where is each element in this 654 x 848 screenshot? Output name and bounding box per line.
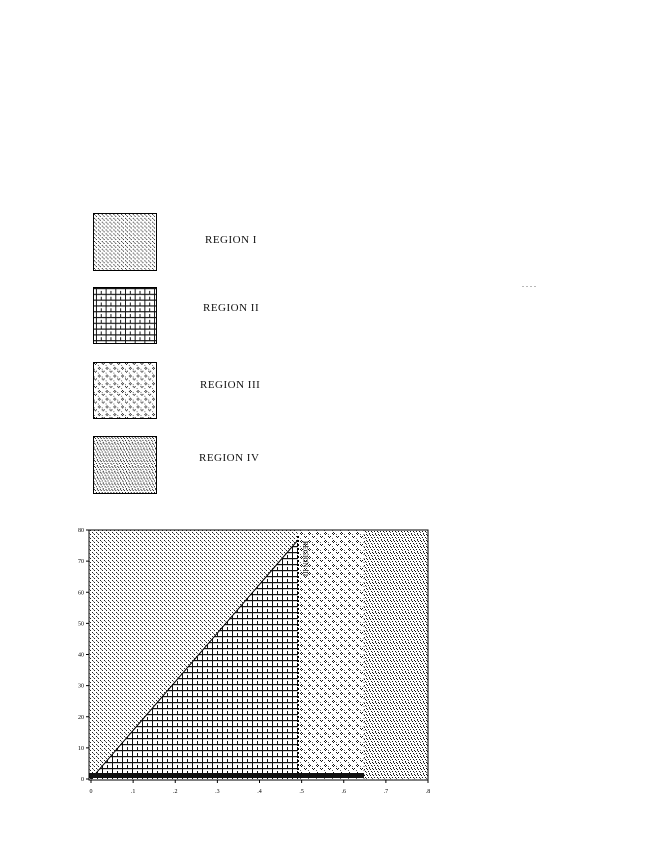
x-tick-label: .1 — [130, 789, 136, 795]
x-tick-label: .5 — [299, 789, 304, 795]
baseline-strip — [89, 773, 364, 778]
y-tick-label: 20 — [78, 714, 84, 721]
boundary-label: REGION III — [301, 541, 309, 577]
x-tick-label: .6 — [341, 789, 346, 795]
stray-mark-text: .... — [522, 280, 538, 289]
boundary-label-vertical — [301, 541, 309, 577]
x-tick-label: .3 — [215, 789, 220, 795]
y-tick-label: 0 — [81, 777, 84, 783]
y-tick-label: 40 — [78, 652, 84, 659]
region-4-area — [364, 530, 428, 779]
x-axis-ticks — [90, 780, 431, 795]
y-tick-label: 70 — [78, 559, 84, 566]
y-tick-label: 80 — [78, 528, 84, 534]
x-tick-label: .8 — [425, 789, 431, 795]
x-tick-label: .2 — [173, 789, 178, 795]
x-tick-label: 0 — [89, 789, 93, 795]
legend-label-region-4: REGION IV — [199, 452, 260, 464]
legend-label-region-2: REGION II — [203, 302, 260, 314]
plot-area — [89, 530, 428, 780]
legend-label-region-1: REGION I — [205, 234, 257, 246]
y-tick-label: 60 — [78, 590, 84, 597]
y-tick-label: 10 — [78, 745, 84, 752]
legend-label-region-3: REGION III — [200, 379, 261, 391]
x-tick-label: .7 — [383, 789, 389, 795]
x-tick-label: .4 — [257, 789, 262, 795]
y-axis-ticks — [78, 528, 89, 783]
y-tick-label: 30 — [78, 683, 84, 690]
y-tick-label: 50 — [78, 621, 84, 628]
